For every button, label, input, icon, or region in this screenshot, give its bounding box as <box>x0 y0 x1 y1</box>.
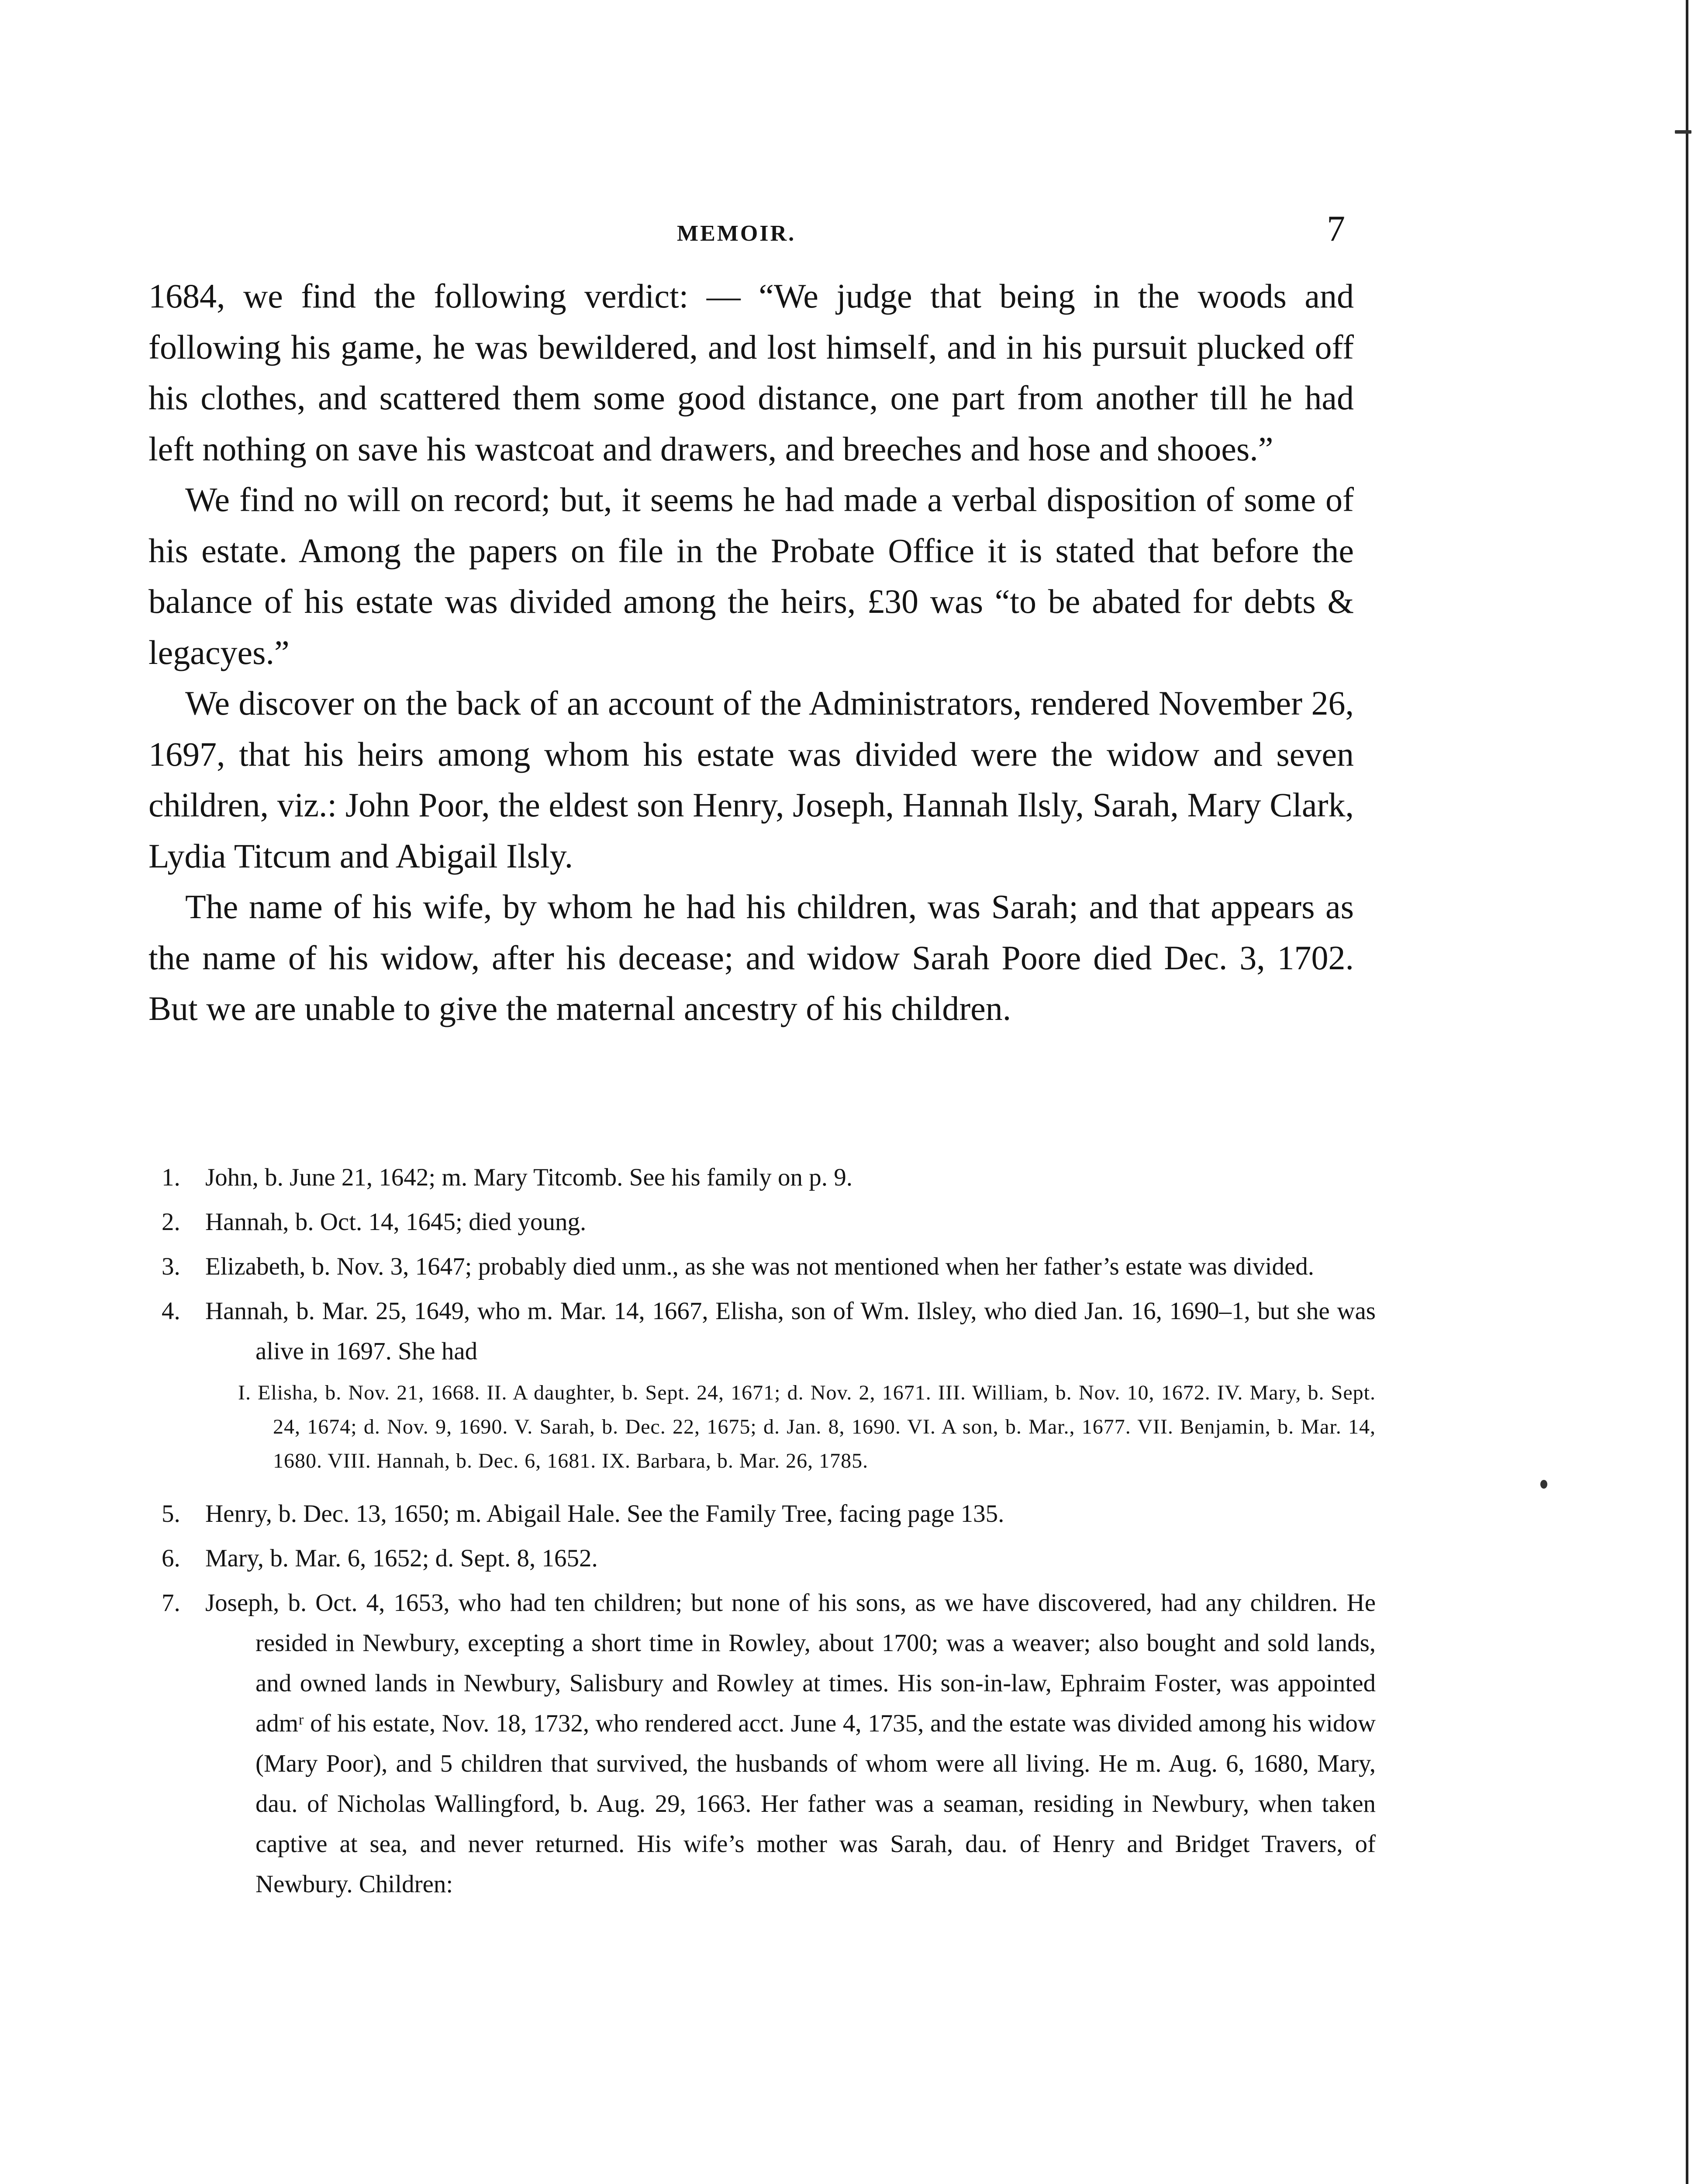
entry-number: 2. <box>162 1208 180 1236</box>
running-head: MEMOIR. <box>677 221 796 246</box>
entry-number: 7. <box>162 1589 180 1617</box>
entry-text: John, b. June 21, 1642; m. Mary Titcomb. See his family on p. 9. <box>205 1164 852 1191</box>
entry-text: Mary, b. Mar. 6, 1652; d. Sept. 8, 1652. <box>205 1545 598 1572</box>
grandchildren-list: I. Elisha, b. Nov. 21, 1668. II. A daughter, b. Sept. 24, 1671; d. Nov. 2, 1671. III. William, b. Nov. 10, 1672. IV. Mary, b. Sept. 24, 1674; d. Nov. 9, 1690. V. Sarah, b. Dec. 22, 1675; d. Jan. 8, 1690. VI. A son, b. Mar., 1677. VII. Benjamin, b. Mar. 14, 1680. VIII. Hannah, b. Dec. 6, 1681. IX. Barbara, b. Mar. 26, 1785. <box>238 1381 1376 1472</box>
entry-text: Joseph, b. Oct. 4, 1653, who had ten children; but none of his sons, as we have discovered, had any children. He resided in Newbury, excepting a short time in Rowley, about 1700; was a weaver; also bought and sold lands, and owned lands in Newbury, Salisbury and Rowley at times. His son-in-law, Ephraim Foster, was appointed admʳ of his estate, Nov. 18, 1732, who rendered acct. June 4, 1735, and the estate was divided among his widow (Mary Poor), and 5 children that survived, the husbands of whom were all living. He m. Aug. 6, 1680, Mary, dau. of Nicholas Wallingford, b. Aug. 29, 1663. Her father was a seaman, residing in Newbury, when taken captive at sea, and never returned. His wife’s mother was Sarah, dau. of Henry and Bridget Travers, of Newbury. Children: <box>205 1589 1376 1898</box>
page-header <box>148 207 1345 256</box>
entry-text: Hannah, b. Oct. 14, 1645; died young. <box>205 1208 587 1236</box>
entry-number: 3. <box>162 1253 180 1280</box>
child-entry <box>162 1538 1376 1579</box>
entry-number: 1. <box>162 1164 180 1191</box>
memoir-body <box>148 271 1354 1034</box>
entry-text: Hannah, b. Mar. 25, 1649, who m. Mar. 14, 1667, Elisha, son of Wm. Ilsley, who died Jan. 16, 1690–1, but she was alive in 1697. She had <box>205 1297 1376 1365</box>
page-number: 7 <box>1327 208 1345 249</box>
page-edge-line <box>1686 0 1688 2184</box>
paragraph: We discover on the back of an account of the Administrators, rendered November 26, 1697, that his heirs among whom his estate was divided were the widow and seven children, viz.: John Poor, the eldest son Henry, Joseph, Hannah Ilsly, Sarah, Mary Clark, Lydia Titcum and Abigail Ilsly. <box>148 684 1354 875</box>
scan-speck <box>1540 1480 1547 1489</box>
entry-number: 5. <box>162 1500 180 1527</box>
child-entry <box>162 1247 1376 1287</box>
entry-text: Henry, b. Dec. 13, 1650; m. Abigail Hale. See the Family Tree, facing page 135. <box>205 1500 1004 1527</box>
child-entry <box>162 1202 1376 1242</box>
paragraph: We find no will on record; but, it seems he had made a verbal disposition of some of his estate. Among the papers on file in the Probate Office it is stated that before the balance of his estate was divided among the heirs, £30 was “to be abated for debts & legacyes.” <box>148 480 1354 671</box>
children-list <box>162 1158 1376 1909</box>
child-entry <box>162 1583 1376 1904</box>
child-entry <box>162 1291 1376 1372</box>
entry-number: 4. <box>162 1297 180 1325</box>
scan-speck <box>1675 130 1691 134</box>
entry-text: Elizabeth, b. Nov. 3, 1647; probably died unm., as she was not mentioned when her father’s estate was divided. <box>205 1253 1315 1280</box>
paragraph: The name of his wife, by whom he had his children, was Sarah; and that appears as the name of his widow, after his decease; and widow Sarah Poore died Dec. 3, 1702. But we are unable to give the maternal ancestry of his children. <box>148 888 1354 1027</box>
paragraph: 1684, we find the following verdict: — “We judge that being in the woods and following his game, he was bewildered, and lost himself, and in his pursuit plucked off his clothes, and scattered them some good distance, one part from another till he had left nothing on save his wastcoat and drawers, and breeches and hose and shooes.” <box>148 277 1354 468</box>
entry-number: 6. <box>162 1545 180 1572</box>
child-entry <box>162 1494 1376 1534</box>
child-entry <box>162 1158 1376 1198</box>
